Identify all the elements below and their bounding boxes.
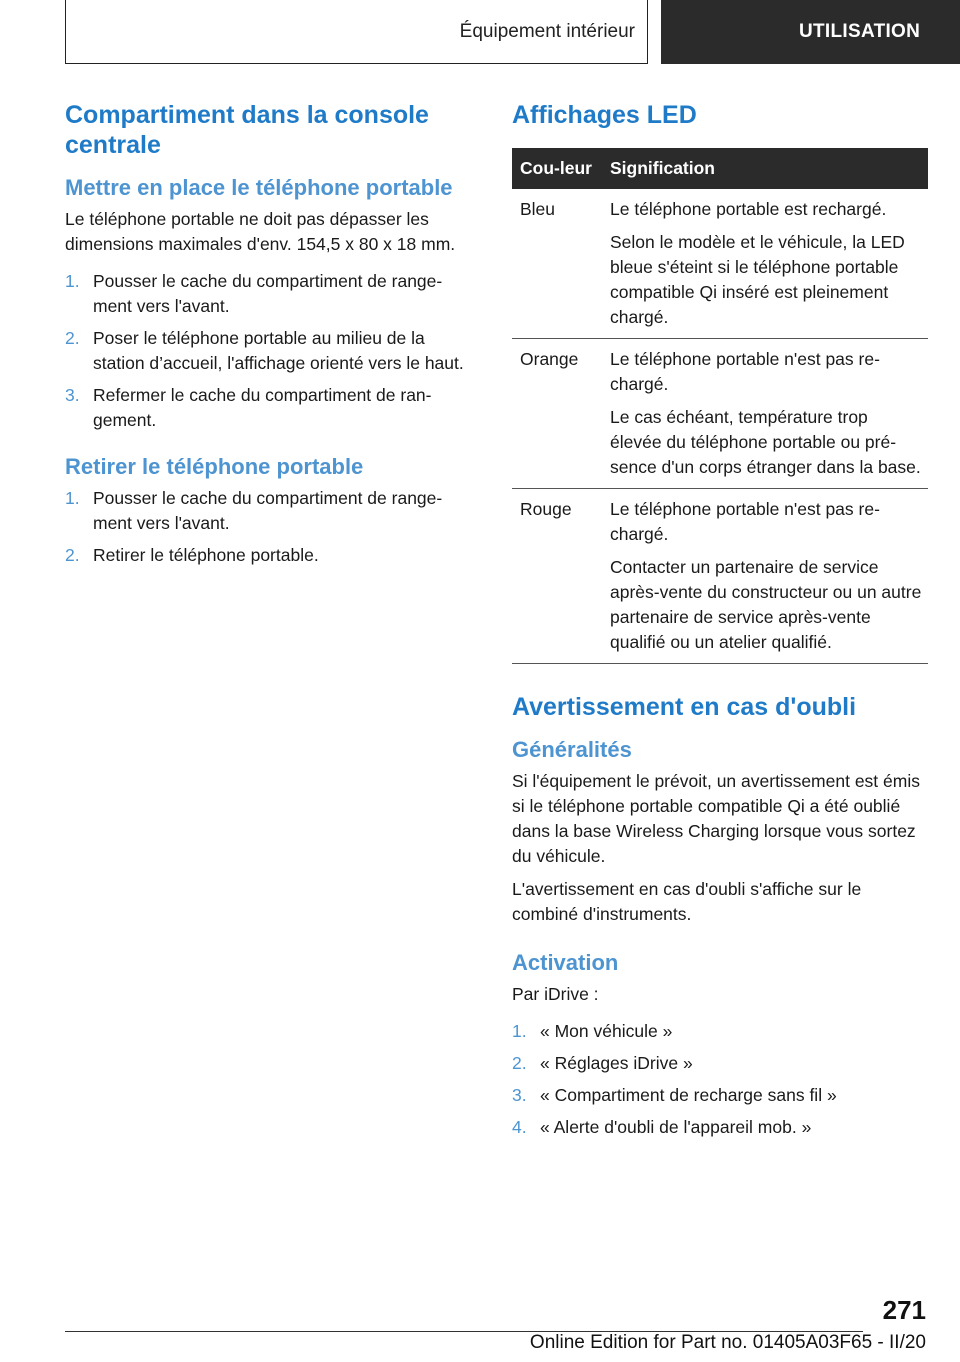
list-item (512, 1083, 928, 1108)
table-row (512, 489, 928, 664)
activation-title: Activation (512, 950, 619, 975)
led-meaning-cell (602, 189, 928, 339)
activation-steps (512, 1019, 928, 1140)
step-text: Retirer le téléphone portable. (93, 545, 319, 565)
led-meaning-cell (602, 489, 928, 664)
led-color-cell: Orange (512, 339, 602, 489)
edition-footer: Online Edition for Part no. 01405A03F65 - II/20 (529, 1332, 926, 1353)
meaning-line: Le téléphone portable est rechargé. (610, 199, 887, 219)
dimensions-paragraph: Le téléphone portable ne doit pas dépasser les dimensions maximales d'env. 154,5 x 80 x 18 mm. (65, 209, 456, 254)
step-number: 1. (512, 1021, 527, 1041)
remove-phone-title: Retirer le téléphone portable (65, 454, 364, 479)
step-number: 2. (65, 545, 80, 565)
meaning-line: Selon le modèle et le véhicule, la LED bleue s'éteint si le téléphone portable compatible Qi inséré est pleinement chargé. (610, 232, 905, 327)
step-text: « Alerte d'oubli de l'appareil mob. » (540, 1117, 812, 1137)
page-number: 271 (882, 1295, 926, 1325)
step-text: « Mon véhicule » (540, 1021, 673, 1041)
table-row (512, 189, 928, 339)
table-header-row (512, 148, 928, 189)
led-meaning-cell (602, 339, 928, 489)
step-number: 3. (65, 385, 80, 405)
column-header-meaning: Signification (602, 148, 928, 189)
step-text: Pousser le cache du compartiment de range‐ment vers l'avant. (93, 488, 443, 533)
insert-phone-title: Mettre en place le téléphone portable (65, 175, 453, 200)
led-color-cell: Bleu (512, 189, 602, 339)
list-item (65, 383, 477, 433)
list-item (65, 269, 477, 319)
general-paragraph-2: L'avertissement en cas d'oubli s'affiche sur le combiné d'instruments. (512, 879, 862, 924)
section-header: Équipement intérieur (65, 0, 648, 64)
step-number: 4. (512, 1117, 527, 1137)
step-text: Poser le téléphone portable au milieu de la station d’accueil, l'affichage orienté vers le haut. (93, 328, 464, 373)
meaning-line: Le téléphone portable n'est pas re‐chargé. (610, 349, 880, 394)
console-compartment-title: Compartiment dans la console centrale (65, 101, 429, 159)
step-number: 2. (512, 1053, 527, 1073)
list-item (512, 1019, 928, 1044)
list-item (65, 326, 477, 376)
step-text: « Compartiment de recharge sans fil » (540, 1085, 837, 1105)
step-number: 3. (512, 1085, 527, 1105)
list-item (512, 1115, 928, 1140)
step-number: 2. (65, 328, 80, 348)
led-table (512, 148, 928, 664)
step-text: « Réglages iDrive » (540, 1053, 693, 1073)
led-color-cell: Rouge (512, 489, 602, 664)
step-number: 1. (65, 271, 80, 291)
step-text: Refermer le cache du compartiment de ran‐gement. (93, 385, 432, 430)
general-title: Généralités (512, 737, 632, 762)
forget-warning-title: Avertissement en cas d'oubli (512, 693, 857, 721)
led-title: Affichages LED (512, 101, 697, 129)
step-text: Pousser le cache du compartiment de range‐ment vers l'avant. (93, 271, 443, 316)
general-paragraph-1: Si l'équipement le prévoit, un avertissement est émis si le téléphone portable compatible Qi a été oublié dans la base Wireless Charging lorsque vous sortez du véhicule. (512, 771, 920, 866)
table-row (512, 339, 928, 489)
left-column (65, 100, 477, 588)
activation-intro: Par iDrive : (512, 984, 599, 1004)
list-item (512, 1051, 928, 1076)
meaning-line: Le téléphone portable n'est pas re‐chargé. (610, 499, 880, 544)
right-column (512, 100, 928, 1160)
meaning-line: Le cas échéant, température trop élevée du téléphone portable ou pré‐sence d'un corps étranger dans la base. (610, 407, 921, 477)
step-number: 1. (65, 488, 80, 508)
meaning-line: Contacter un partenaire de service après-vente du constructeur ou un autre partenaire de service après-vente qualifié ou un atelier qualifié. (610, 557, 922, 652)
list-item (65, 486, 477, 536)
remove-steps (65, 486, 477, 568)
insert-steps (65, 269, 477, 433)
chapter-tab: UTILISATION (661, 0, 960, 64)
column-header-color: Cou‐leur (512, 148, 602, 189)
list-item (65, 543, 477, 568)
